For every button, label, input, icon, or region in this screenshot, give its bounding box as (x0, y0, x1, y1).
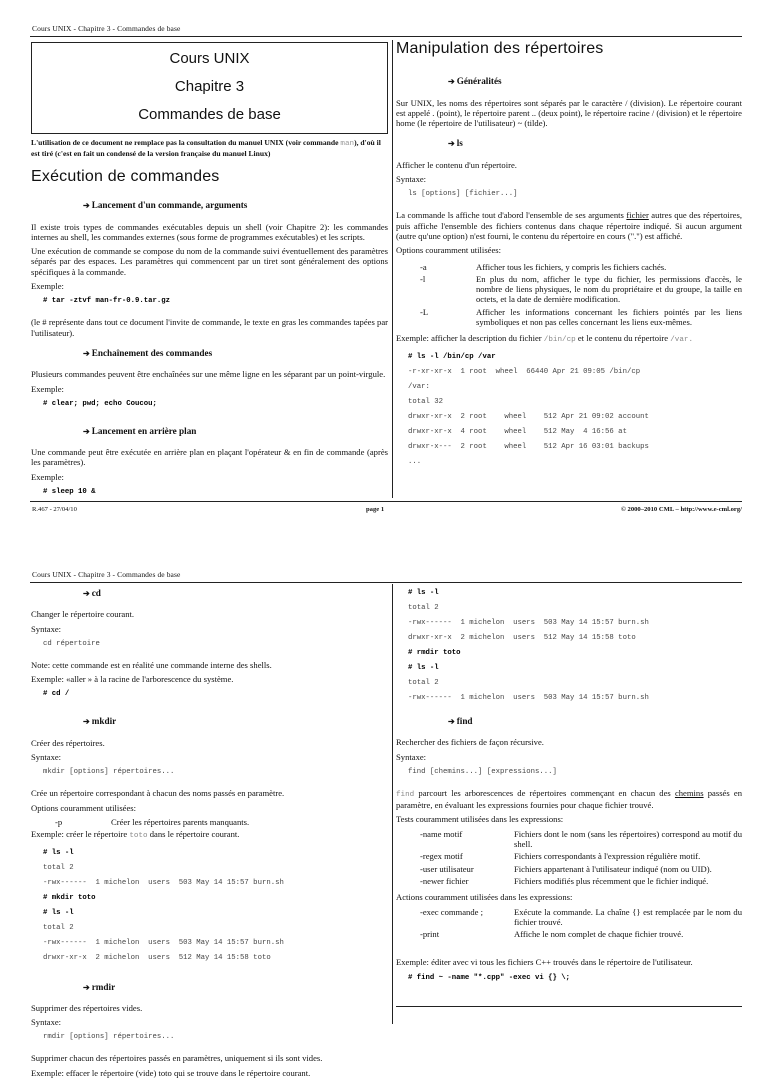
code-line: drwxr-xr-x 2 michelon users 512 May 14 15:58 toto (408, 634, 636, 642)
option-key: -a (420, 261, 427, 272)
syntax-code: rmdir [options] répertoires... (43, 1033, 175, 1042)
paragraph: La commande ls affiche tout d'abord l'ensemble de ses arguments fichier autres que des répertoires, puis affiche l'ensemble des fichiers contenus dans chaque répertoire indiqué. Si aucun argument (autre qu'une option) n'est fourni, le contenu du répertoire en cours (".") est affiché. (396, 210, 742, 241)
option-desc: Fichiers correspondants à l'expression régulière motif. (514, 851, 701, 862)
left-column (31, 42, 388, 508)
paragraph: Changer le répertoire courant. (31, 609, 135, 620)
chapter-subtitle: Commandes de base (138, 106, 281, 123)
option-key: -regex motif (420, 851, 463, 862)
option-desc: Exécute la commande. La chaîne {} est remplacée par le nom du fichier trouvé. (514, 906, 742, 927)
tests-label: Tests couramment utilisées dans les expressions: (396, 814, 564, 825)
code-line: # rmdir toto (408, 649, 461, 657)
option-row (396, 929, 742, 939)
code-line: total 2 (408, 679, 439, 687)
code-line: -rwx------ 1 michelon users 503 May 14 15:57 burn.sh (43, 878, 284, 887)
page-number: page 1 (366, 506, 385, 513)
right-column (396, 584, 742, 994)
syntax-label: Syntaxe: (31, 623, 62, 634)
code-line: drwxr-xr-x 2 root wheel 512 Apr 21 09:02 account (408, 412, 649, 421)
footer-rule (30, 501, 742, 502)
paragraph: Exemple: «aller » à la racine de l'arborescence du système. (31, 674, 234, 685)
option-desc: Afficher les informations concernant les fichiers pointés par les liens symboliques et non pas celles concernant les liens eux-mêmes. (476, 306, 742, 328)
options-label: Options couramment utilisées: (396, 245, 502, 256)
paragraph: Exemple: éditer avec vi tous les fichiers C++ trouvés dans le répertoire de l'utilisateur. (396, 957, 693, 968)
option-key: -exec commande ; (420, 906, 483, 917)
paragraph: Sur UNIX, les noms des répertoires sont séparés par le caractère / (division). Le répertoire courant est appelé . (point), le répertoire parent .. (deux point), le répertoire racine / (division) et le répertoire home (le répertoire de l'utilisateur) ~ (tilde). (396, 97, 742, 129)
code-line: -rwx------ 1 michelon users 503 May 14 15:57 burn.sh (43, 938, 284, 947)
option-row (396, 851, 742, 861)
syntax-label: Syntaxe: (396, 174, 427, 185)
subsection-launch: ➔ Lancement d'un commande, arguments (31, 200, 388, 211)
option-key: -l (420, 273, 426, 284)
left-column (31, 588, 388, 1082)
right-column (396, 40, 742, 480)
footer-ref: R.467 - 27/04/10 (32, 506, 77, 513)
paragraph: find parcourt les arborescences de répertoires commençant en chacun des chemins passés en paramètre, en évaluant les expressions fournies pour chaque fichier trouvé. (396, 787, 742, 811)
running-header: Cours UNIX - Chapitre 3 - Commandes de base (32, 24, 181, 33)
code-line: ... (408, 457, 422, 466)
subsection-rmdir: ➔ rmdir (31, 982, 388, 993)
code-block (31, 846, 388, 966)
paragraph: Exemple: effacer le répertoire (vide) toto qui se trouve dans le répertoire courant. (31, 1067, 311, 1078)
example-label: Exemple: (31, 281, 64, 292)
section-title-execution: Exécution de commandes (31, 168, 220, 185)
option-row (396, 829, 742, 850)
option-key: -name motif (420, 828, 463, 839)
subsection-background: ➔ Lancement en arrière plan (31, 426, 388, 437)
option-key: -user utilisateur (420, 863, 474, 874)
running-header: Cours UNIX - Chapitre 3 - Commandes de base (32, 570, 181, 579)
code-block: # cd / (43, 690, 70, 699)
option-row (396, 864, 742, 874)
tests-list (396, 829, 742, 886)
option-desc: Afficher tous les fichiers, y compris les fichiers cachés. (476, 261, 667, 272)
code-block: # tar -ztvf man-fr-0.9.tar.gz (43, 297, 170, 306)
option-desc: Fichiers appartenant à l'utilisateur indiqué (nom ou UID). (514, 863, 712, 874)
code-block: # find ~ -name "*.cpp" -exec vi {} \; (408, 973, 571, 982)
paragraph: Note: cette commande est en réalité une commande interne des shells. (31, 659, 272, 670)
code-line: drwxr-x--- 2 root wheel 512 Apr 16 03:01 backups (408, 442, 649, 451)
syntax-code: mkdir [options] répertoires... (43, 768, 175, 777)
paragraph: Rechercher des fichiers de façon récursive. (396, 737, 544, 748)
subsection-general: ➔ Généralités (396, 76, 742, 87)
column-end-rule (396, 1006, 742, 1007)
paragraph: Supprimer des répertoires vides. (31, 1002, 143, 1013)
code-line: total 2 (43, 863, 74, 872)
paragraph: Créer des répertoires. (31, 737, 105, 748)
code-line: total 32 (408, 397, 444, 406)
chapter-title: Chapitre 3 (174, 78, 245, 95)
paragraph: Plusieurs commandes peuvent être enchaînées sur une même ligne en les séparant par un point-virgule. (31, 369, 386, 380)
code-line: -rwx------ 1 michelon users 503 May 14 15:57 burn.sh (408, 619, 649, 627)
header-rule (30, 36, 742, 37)
option-desc: Fichiers modifiés plus récemment que le fichier indiqué. (514, 875, 709, 886)
code-line: -r-xr-xr-x 1 root wheel 66440 Apr 21 09:05 /bin/cp (408, 367, 641, 376)
subsection-cd: ➔ cd (31, 588, 388, 599)
column-divider (392, 584, 393, 1024)
option-desc: Fichiers dont le nom (sans les répertoires) correspond au motif du shell. (514, 828, 742, 850)
syntax-code: cd répertoire (43, 639, 100, 648)
code-line: # mkdir toto (43, 893, 96, 902)
options-list (396, 262, 742, 328)
code-line: /var: (408, 382, 430, 391)
option-key: -print (420, 929, 440, 940)
section-title-directories: Manipulation des répertoires (396, 40, 604, 57)
header-rule (30, 582, 742, 583)
actions-list (396, 907, 742, 940)
code-line: # ls -l (408, 664, 439, 672)
code-line: # ls -l /bin/cp /var (408, 352, 496, 361)
option-key: -L (420, 306, 429, 317)
subsection-chaining: ➔ Enchaînement des commandes (31, 348, 388, 359)
code-line: # ls -l (43, 908, 74, 917)
option-row (396, 262, 742, 272)
actions-label: Actions couramment utilisées dans les expressions: (396, 892, 573, 903)
paragraph: Une exécution de commande se compose du nom de la commande suivi éventuellement des paramètres séparés par des espaces. Les paramètres qui commencent par un tiret sont généralement des options spécifiques à la commande. (31, 246, 388, 277)
option-row (396, 876, 742, 886)
code-line: -rwx------ 1 michelon users 503 May 14 15:57 burn.sh (408, 694, 649, 702)
code-line: # ls -l (408, 589, 439, 597)
course-title: Cours UNIX (169, 50, 250, 67)
example-label: Exemple: (31, 383, 64, 394)
paragraph: Il existe trois types de commandes exécutables depuis un shell (voir Chapitre 2): les commandes internes au shell, les commandes externes (sous forme de programmes exécutables) et les scripts. (31, 221, 388, 242)
footer-copyright: © 2000–2010 CML – http://www.e-cml.org/ (620, 506, 742, 513)
code-block (396, 350, 742, 470)
intro-note: L'utilisation de ce document ne remplace pas la consultation du manuel UNIX (voir commande man), d'où il est tiré (c'est en fait un condensé de la version française du manuel Linux) (31, 138, 381, 158)
code-line: drwxr-xr-x 2 michelon users 512 May 14 15:58 toto (43, 953, 271, 962)
title-box (31, 42, 388, 134)
subsection-mkdir: ➔ mkdir (31, 716, 388, 727)
page-1 (0, 0, 768, 522)
example-label: Exemple: afficher la description du fichier /bin/cp et le contenu du répertoire /var. (396, 333, 694, 345)
example-label: Exemple: (31, 471, 64, 482)
option-row: -p Créer les répertoires parents manquants. (55, 816, 250, 827)
paragraph: Une commande peut être exécutée en arrière plan en plaçant l'opérateur & en fin de commande (après les paramètres). (31, 447, 388, 468)
paragraph: Supprimer chacun des répertoires passés en paramètres, uniquement si ils sont vides. (31, 1053, 323, 1064)
option-row (396, 307, 742, 328)
paragraph: Crée un répertoire correspondant à chacun des noms passés en paramètre. (31, 788, 285, 799)
code-line: drwxr-xr-x 4 root wheel 512 May 4 16:56 at (408, 427, 627, 436)
syntax-label: Syntaxe: (31, 752, 62, 763)
option-desc: En plus du nom, afficher le type du fichier, les permissions d'accès, le nombre de liens physiques, le nom du propriétaire et du groupe, la taille en octets, et la date de dernière modification. (476, 273, 742, 305)
syntax-code: find [chemins...] [expressions...] (408, 767, 557, 776)
options-label: Options couramment utilisées: (31, 802, 137, 813)
syntax-code: ls [options] [fichier...] (408, 190, 518, 199)
code-line: total 2 (408, 604, 439, 612)
option-row (396, 907, 742, 928)
option-key: -newer fichier (420, 875, 469, 886)
option-row (396, 274, 742, 305)
code-block: # clear; pwd; echo Coucou; (43, 399, 157, 408)
subsection-find: ➔ find (396, 716, 742, 727)
code-line: # ls -l (43, 848, 74, 857)
syntax-label: Syntaxe: (396, 751, 427, 762)
example-label: Exemple: créer le répertoire toto dans le répertoire courant. (31, 829, 240, 841)
column-divider (392, 40, 393, 498)
subsection-ls: ➔ ls (396, 138, 742, 149)
code-block (396, 586, 742, 706)
syntax-label: Syntaxe: (31, 1017, 62, 1028)
paragraph: (le # représente dans tout ce document l'invite de commande, le texte en gras les commandes tapées par l'utilisateur). (31, 317, 388, 338)
code-block: # sleep 10 & (43, 488, 96, 497)
paragraph: Afficher le contenu d'un répertoire. (396, 159, 517, 170)
code-line: total 2 (43, 923, 74, 932)
option-desc: Affiche le nom complet de chaque fichier trouvé. (514, 929, 684, 940)
page-2 (0, 560, 768, 1078)
